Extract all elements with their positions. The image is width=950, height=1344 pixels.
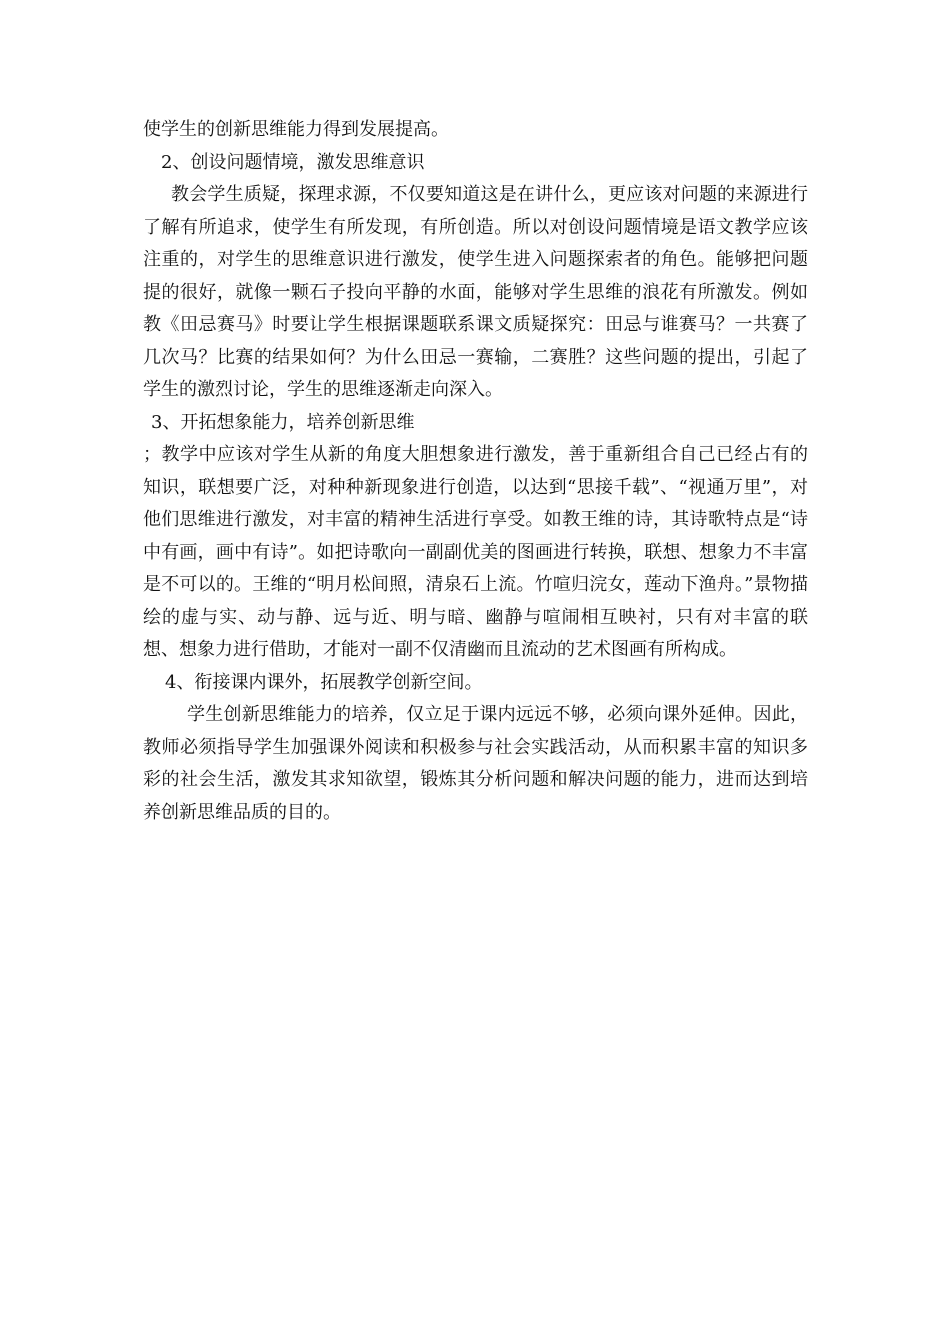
section-heading-2: 2、创设问题情境，激发思维意识	[161, 151, 425, 173]
paragraph-problem-situation: 教会学生质疑，探理求源，不仅要知道这是在讲什么，更应该对问题的来源进行了解有所追求，使学生有所发现，有所创造。所以对创设问题情境是语文教学应该注重的，对学生的思维意识进行激发，使学生进入问题探索者的角色。能够把问题提的很好，就像一颗石子投向平静的水面，能够对学生思维的浪花有所激发。例如教《田忌赛马》时要让学生根据课题联系课文质疑探究：田忌与谁赛马？一共赛了几次马？比赛的结果如何？为什么田忌一赛输，二赛胜？这些问题的提出，引起了学生的激烈讨论，学生的思维逐渐走向深入。	[143, 184, 808, 400]
document-body	[143, 114, 808, 829]
section-heading-3: 3、开拓想象能力，培养创新思维	[151, 411, 415, 433]
paragraph-continuation: 使学生的创新思维能力得到发展提高。	[143, 119, 449, 140]
paragraph-extracurricular: 学生创新思维能力的培养，仅立足于课内远远不够，必须向课外延伸。因此，教师必须指导学生加强课外阅读和积极参与社会实践活动，从而积累丰富的知识多彩的社会生活，激发其求知欲望，锻炼其分析问题和解决问题的能力，进而达到培养创新思维品质的目的。	[143, 704, 808, 823]
section-heading-4: 4、衔接课内课外，拓展教学创新空间。	[165, 671, 483, 693]
paragraph-imagination: ；教学中应该对学生从新的角度大胆想象进行激发，善于重新组合自己已经占有的知识，联想要广泛，对种种新现象进行创造，以达到“思接千载”、“视通万里”，对他们思维进行激发，对丰富的精神生活进行享受。如教王维的诗，其诗歌特点是“诗中有画，画中有诗”。如把诗歌向一副副优美的图画进行转换，联想、想象力不丰富是不可以的。王维的“明月松间照，清泉石上流。竹喧归浣女，莲动下渔舟。”景物描绘的虚与实、动与静、远与近、明与暗、幽静与喧闹相互映衬，只有对丰富的联想、想象力进行借助，才能对一副不仅清幽而且流动的艺术图画有所构成。	[143, 444, 808, 660]
